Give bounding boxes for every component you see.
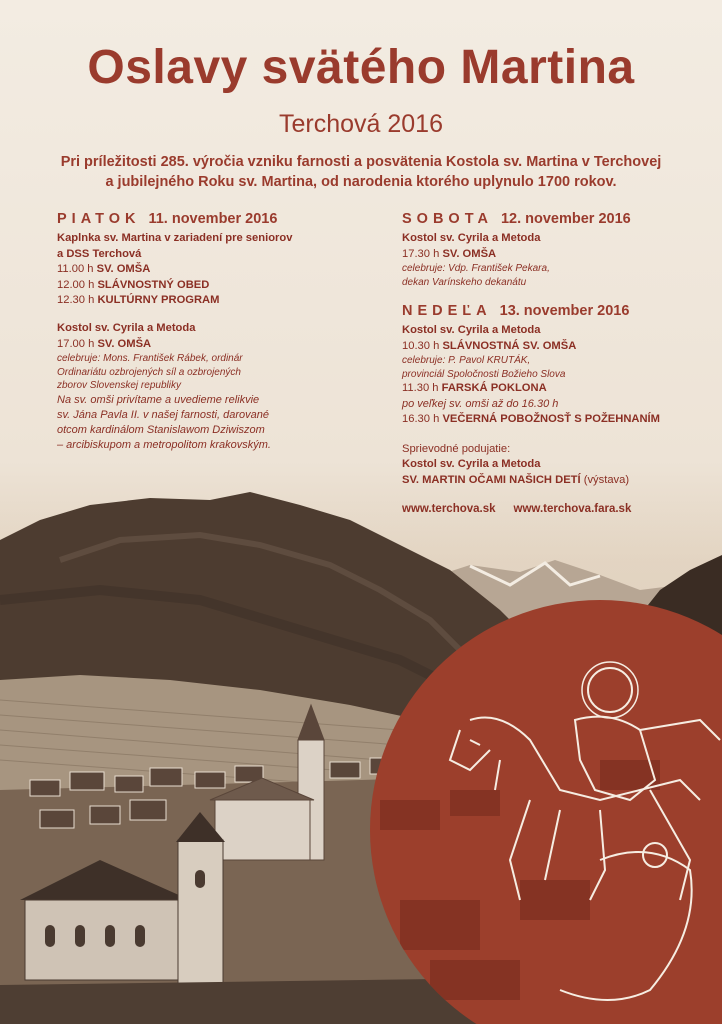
time: 16.30 h [402,412,440,425]
friday-heading [57,209,357,229]
intro-line: a jubilejného Roku sv. Martina, od narodenia ktorého uplynulo 1700 rokov. [105,174,617,190]
day-name: PIATOK [57,211,141,227]
celebrant-note: celebruje: Mons. František Rábek, ordinár [57,353,243,365]
day-date: 11. november 2016 [148,211,278,227]
venue: Kostol sv. Cyrila a Metoda [402,232,541,244]
page-title: Oslavy svätého Martina [87,41,635,94]
day-date: 13. november 2016 [499,303,630,320]
celebrant-note: Ordinariátu ozbrojených síl a ozbrojených [57,366,241,378]
venue: Kostol sv. Cyrila a Metoda [402,458,541,471]
day-name: NEDEĽA [402,303,492,320]
time: 12.30 h [57,294,95,307]
schedule-item [402,381,712,397]
venue: Kostol sv. Cyrila a Metoda [57,321,196,334]
weekend-section [402,209,712,518]
celebrant-note: celebruje: P. Pavol KRUTÁK, [402,355,531,367]
event-label: SLÁVNOSTNÝ OBED [97,278,210,291]
time: 11.30 h [402,382,439,395]
time: 17.30 h [402,247,440,260]
event-label: VEČERNÁ POBOŽNOSŤ S POŽEHNANÍM [442,412,660,425]
time: 17.00 h [57,337,95,350]
exhibition-title: SV. MARTIN OČAMI NAŠICH DETÍ [402,473,581,486]
event-label: SLÁVNOSTNÁ SV. OMŠA [442,339,577,352]
event-label: SV. OMŠA [442,247,497,260]
adoration-note: po veľkej sv. omši až do 16.30 h [402,397,559,410]
schedule-item [402,339,712,355]
event-label: SV. OMŠA [96,263,151,276]
schedule-item [402,412,712,428]
accompanying-heading: Sprievodné podujatie: [402,442,511,455]
website-link[interactable]: www.terchova.sk [402,503,496,516]
event-label: SV. OMŠA [97,337,152,350]
intro-text [30,152,692,192]
time: 12.00 h [57,278,95,291]
time: 11.00 h [57,263,94,276]
event-label: FARSKÁ POKLONA [441,382,547,395]
schedule-item [57,262,357,278]
website-link[interactable]: www.terchova.fara.sk [513,503,632,516]
celebrant-note: zborov Slovenskej republiky [57,380,181,392]
schedule-item [402,247,712,263]
intro-line: Pri príležitosti 285. výročia vzniku farnosti a posvätenia Kostola sv. Martina v Terchovej [60,154,662,170]
event-label: KULTÚRNY PROGRAM [97,294,220,307]
day-date: 12. november 2016 [500,211,631,227]
sunday-heading [402,301,712,321]
saturday-heading [402,209,712,229]
schedule-item [57,337,357,353]
relic-note: Na sv. omši privítame a uvedieme relikvie [57,393,260,406]
relic-note: – arcibiskupom a metropolitom krakovským. [57,438,271,451]
day-name: SOBOTA [402,211,493,227]
exhibition-note: (výstava) [583,473,630,486]
celebrant-note: provinciál Spoločnosti Božieho Slova [402,368,566,380]
relic-note: sv. Jána Pavla II. v našej farnosti, darované [57,408,269,421]
page-subtitle: Terchová 2016 [278,110,443,138]
venue: Kaplnka sv. Martina v zariadení pre seniorov [57,232,293,244]
websites [402,502,712,518]
time: 10.30 h [402,339,440,352]
venue: Kostol sv. Cyrila a Metoda [402,324,541,337]
friday-section [57,209,357,453]
relic-note: otcom kardinálom Stanislawom Dziwiszom [57,423,265,436]
venue: a DSS Terchová [57,247,142,260]
exhibition [402,473,712,489]
schedule-item [57,293,357,309]
schedule-item [57,278,357,294]
celebrant-note: celebruje: Vdp. František Pekara, [402,263,550,275]
celebrant-note: dekan Varínskeho dekanátu [402,276,527,288]
